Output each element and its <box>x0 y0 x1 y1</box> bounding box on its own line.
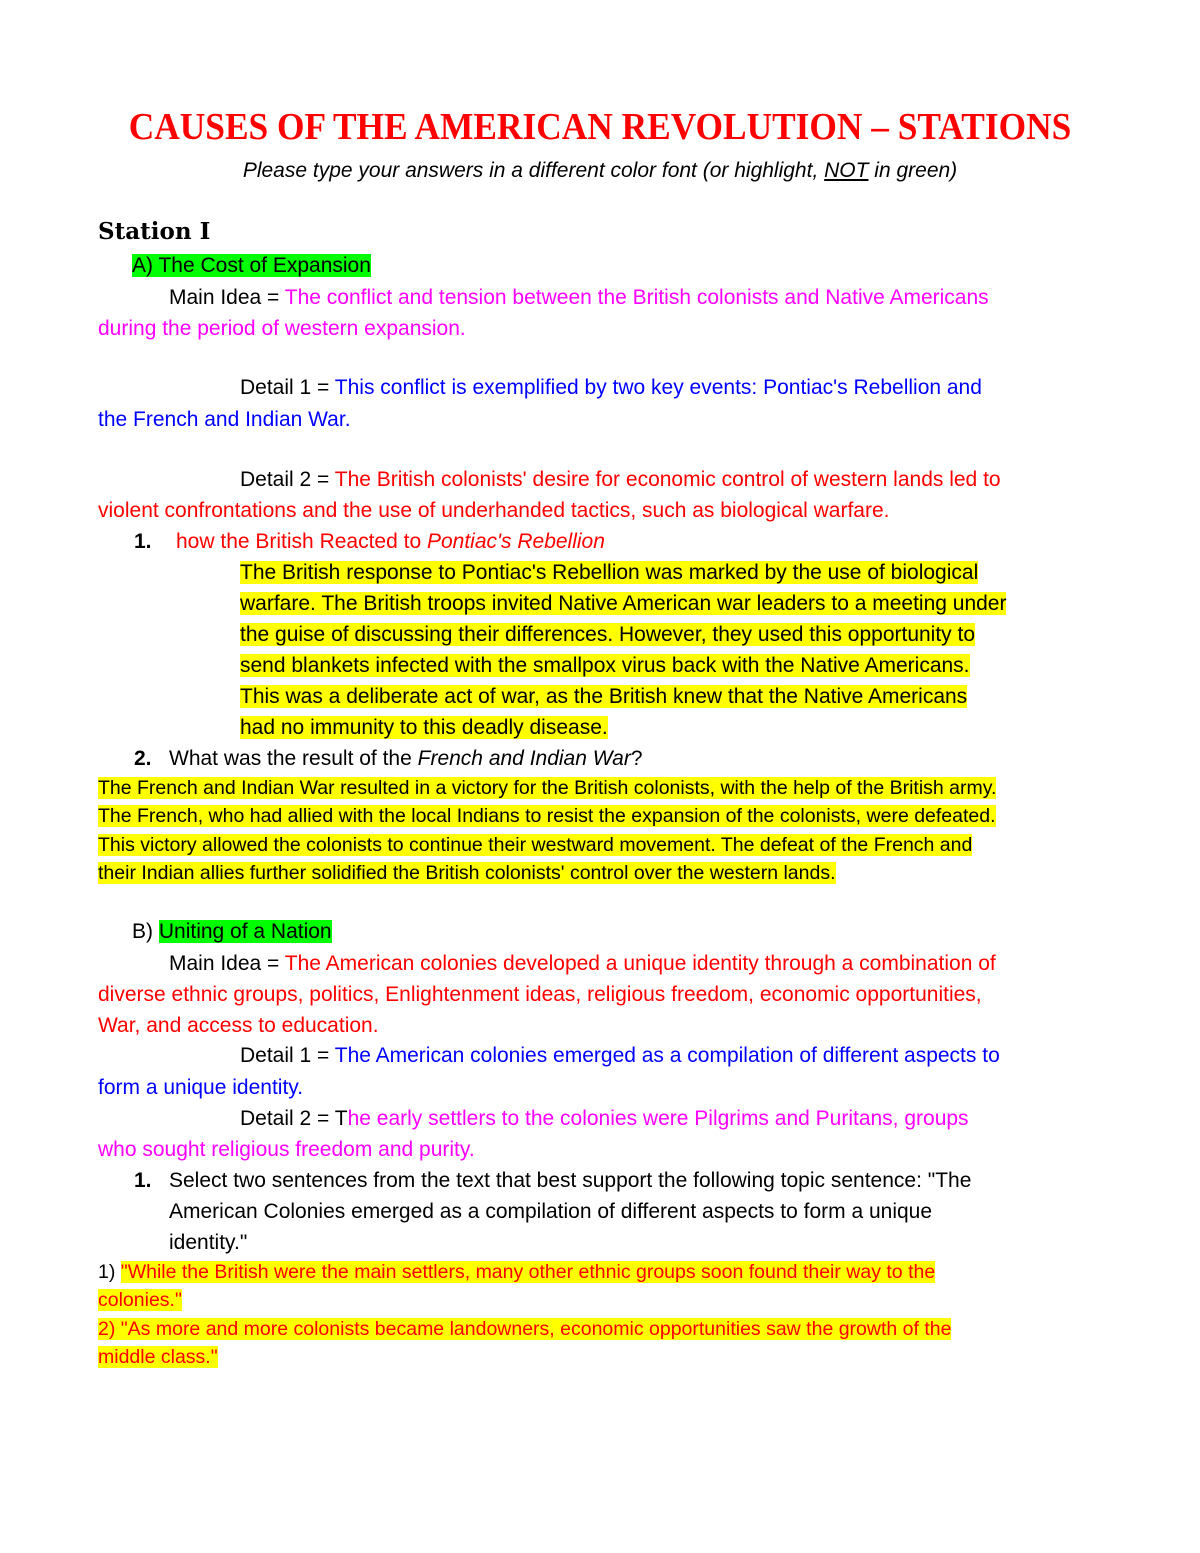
answer-a2-line-1: The French and Indian War resulted in a victory for the British colonists, with the help of the British army. <box>98 777 997 799</box>
subtitle-before: Please type your answers in a different color font (or highlight, <box>242 159 825 182</box>
section-b-letter: B) <box>132 920 159 943</box>
main-idea-text: The American colonies developed a unique identity through a combination of <box>284 952 996 975</box>
question-b1-line-1: Select two sentences from the text that best support the following topic sentence: "The <box>169 1169 972 1192</box>
answer-b2-line-2: middle class." <box>98 1346 218 1368</box>
section-b-detail-1 <box>240 1040 1000 1071</box>
answer-a1-line-4: send blankets infected with the smallpox virus back with the Native Americans. <box>240 654 970 677</box>
section-a-main-idea <box>169 282 989 313</box>
section-a-detail-1 <box>240 372 982 403</box>
section-a-detail-2-cont: violent confrontations and the use of underhanded tactics, such as biological warfare. <box>98 499 890 522</box>
question-a2-text: What was the result of the <box>169 747 418 770</box>
answer-a1-line-6: had no immunity to this deadly disease. <box>240 716 608 739</box>
detail-2-label: Detail 2 = <box>240 468 335 491</box>
answer-a2-line-3: This victory allowed the colonists to continue their westward movement. The defeat of the French and <box>98 834 973 856</box>
question-b1-number: 1. <box>134 1169 152 1192</box>
section-b-detail-1-cont: form a unique identity. <box>98 1076 304 1099</box>
section-a-detail-1-cont: the French and Indian War. <box>98 408 351 431</box>
subtitle-after: in green) <box>868 159 958 182</box>
section-b-detail-2-cont: who sought religious freedom and purity. <box>98 1138 475 1161</box>
detail-2-text: he early settlers to the colonies were Pilgrims and Puritans, groups <box>347 1107 969 1130</box>
section-b-heading <box>132 916 332 947</box>
answer-b1-line-2: colonies." <box>98 1289 182 1311</box>
detail-2-text: The British colonists' desire for economic control of western lands led to <box>334 468 1001 491</box>
question-a2: What was the result of the French and Indian War? <box>169 747 643 770</box>
section-b-main-idea-cont-2: War, and access to education. <box>98 1014 379 1037</box>
station-heading: Station I <box>98 218 211 245</box>
section-b-main-idea <box>169 948 996 979</box>
question-a2-number: 2. <box>134 747 152 770</box>
section-a-heading <box>132 250 371 281</box>
answer-a1-line-5: This was a deliberate act of war, as the British knew that the Native Americans <box>240 685 968 708</box>
question-a1-italic: Pontiac's Rebellion <box>426 530 605 553</box>
detail-2-label: Detail 2 = T <box>240 1107 348 1130</box>
detail-1-label: Detail 1 = <box>240 376 335 399</box>
detail-1-text: The American colonies emerged as a compilation of different aspects to <box>334 1044 1000 1067</box>
answer-a1-line-2: warfare. The British troops invited Native American war leaders to a meeting under <box>240 592 1007 615</box>
question-b1-line-2: American Colonies emerged as a compilation of different aspects to form a unique <box>169 1200 933 1223</box>
answer-b2-line-1: 2) "As more and more colonists became landowners, economic opportunities saw the growth of the <box>98 1318 952 1340</box>
answer-a1-line-1: The British response to Pontiac's Rebellion was marked by the use of biological <box>240 561 979 584</box>
answer-a2-line-2: The French, who had allied with the local Indians to resist the expansion of the colonists, were defeated. <box>98 805 996 827</box>
section-b-title: Uniting of a Nation <box>158 920 332 943</box>
section-a-detail-2 <box>240 464 1001 495</box>
subtitle <box>0 156 1200 186</box>
main-idea-label: Main Idea = <box>169 952 285 975</box>
main-idea-label: Main Idea = <box>169 286 285 309</box>
question-a1 <box>176 526 605 557</box>
detail-1-label: Detail 1 = <box>240 1044 335 1067</box>
question-a1-number: 1. <box>134 530 152 553</box>
section-a-letter: A) <box>132 254 159 277</box>
question-b1-line-3: identity." <box>169 1231 248 1254</box>
page-title: CAUSES OF THE AMERICAN REVOLUTION – STATIONS <box>128 106 1072 148</box>
main-idea-text: The conflict and tension between the British colonists and Native Americans <box>284 286 989 309</box>
answer-a1-line-3: the guise of discussing their differences. However, they used this opportunity to <box>240 623 976 646</box>
answer-a2-line-4: their Indian allies further solidified the British colonists' control over the western lands. <box>98 862 836 884</box>
section-b-detail-2 <box>240 1103 969 1134</box>
section-a-title: The Cost of Expansion <box>158 254 371 277</box>
question-a2-italic: French and Indian War <box>417 747 631 770</box>
subtitle-underlined: NOT <box>824 159 869 182</box>
section-b-main-idea-cont-1: diverse ethnic groups, politics, Enlightenment ideas, religious freedom, economic opportunities, <box>98 983 982 1006</box>
answer-b1-line-1: 1) "While the British were the main settlers, many other ethnic groups soon found their way to the <box>98 1261 936 1283</box>
section-a-main-idea-cont: during the period of western expansion. <box>98 317 466 340</box>
detail-1-text: This conflict is exemplified by two key events: Pontiac's Rebellion and <box>334 376 982 399</box>
question-a1-text: how the British Reacted to <box>176 530 427 553</box>
